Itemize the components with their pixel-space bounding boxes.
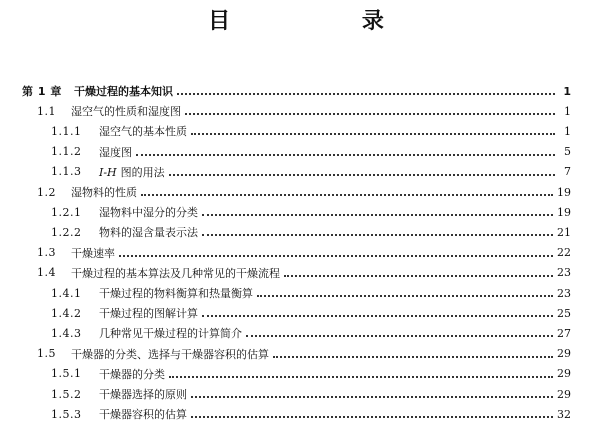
toc-dot-leader xyxy=(191,121,555,135)
toc-entry-title: 几种常见干燥过程的计算简介 xyxy=(99,327,242,341)
toc-entry-number: 1.5.2 xyxy=(51,387,82,401)
toc-entry-number: 1.1.2 xyxy=(51,145,82,159)
toc-dot-leader xyxy=(185,101,555,115)
toc-entry-title: 干燥过程的物料衡算和热量衡算 xyxy=(99,287,253,300)
toc-entry-title: 干燥过程的图解计算 xyxy=(99,307,198,321)
toc-entry-page: 1 xyxy=(564,124,571,138)
toc-dot-leader xyxy=(202,202,553,216)
toc-section-entry xyxy=(37,344,571,364)
toc-entry-title: 湿空气的性质和湿度图 xyxy=(71,105,181,119)
toc-entry-page: 1 xyxy=(564,104,571,118)
toc-entry-number: 第 1 章 xyxy=(22,85,62,98)
toc-dot-leader xyxy=(177,81,555,95)
toc-subsection-entry xyxy=(51,364,571,384)
toc-dot-leader xyxy=(284,263,553,277)
toc-entry-page: 21 xyxy=(557,225,571,239)
toc-entry-title-italic: I-H xyxy=(99,165,117,179)
toc-subsection-entry xyxy=(51,222,571,242)
toc-subsection-entry xyxy=(51,162,571,182)
toc-entry-page: 32 xyxy=(557,407,571,421)
toc-entry-page: 23 xyxy=(557,266,571,280)
page-title: 目 录 xyxy=(208,9,446,34)
toc-dot-leader xyxy=(169,162,555,176)
toc-entry-number: 1.1.1 xyxy=(51,124,82,138)
toc-entry-page: 19 xyxy=(557,185,571,199)
toc-entry-title: 物料的湿含量表示法 xyxy=(99,226,198,240)
toc-entry-page: 23 xyxy=(557,286,571,300)
toc-entry-title: 干燥速率 xyxy=(71,246,115,260)
toc-section-entry xyxy=(37,101,571,121)
toc-entry-number: 1.5.1 xyxy=(51,367,82,381)
toc-entry-number: 1.1.3 xyxy=(51,165,82,179)
toc-entry-number: 1.5.3 xyxy=(51,407,82,421)
toc-dot-leader xyxy=(136,142,555,156)
toc-subsection-entry xyxy=(51,121,571,141)
toc-entry-page: 7 xyxy=(564,165,571,179)
toc-entry-number: 1.3 xyxy=(37,246,56,260)
toc-entry-page: 25 xyxy=(557,306,571,320)
toc-section-entry xyxy=(37,263,571,283)
toc-section-entry xyxy=(37,243,571,263)
toc-subsection-entry xyxy=(51,303,571,323)
toc-entry-number: 1.1 xyxy=(37,104,56,118)
toc-entry-page: 1 xyxy=(563,84,571,98)
toc-entry-number: 1.2.1 xyxy=(51,205,82,219)
toc-entry-title: 干燥过程的基本知识 xyxy=(74,85,173,98)
toc-dot-leader xyxy=(202,222,553,236)
toc-entry-title-text: 图的用法 xyxy=(120,165,165,179)
toc-entry-title: 干燥器容积的估算 xyxy=(99,408,187,422)
toc-entry-page: 5 xyxy=(564,145,571,159)
toc-dot-leader xyxy=(191,384,553,398)
toc-entry-page: 29 xyxy=(557,387,571,401)
toc-entry-title: 湿空气的基本性质 xyxy=(99,125,187,139)
toc-entry-page: 29 xyxy=(557,347,571,361)
toc-entry-title: 干燥器的分类 xyxy=(99,367,165,381)
toc-subsection-entry xyxy=(51,323,571,343)
toc-entry-title: 干燥器的分类、选择与干燥器容积的估算 xyxy=(71,347,269,361)
toc-entry-page: 27 xyxy=(557,326,571,340)
toc-chapter-entry xyxy=(22,81,571,101)
toc-entry-number: 1.4.1 xyxy=(51,286,82,300)
toc-entry-number: 1.4.2 xyxy=(51,306,82,320)
toc-subsection-entry xyxy=(51,384,571,404)
toc-section-entry xyxy=(37,182,571,202)
toc-dot-leader xyxy=(257,283,553,297)
toc-entry-number: 1.4 xyxy=(37,266,56,280)
toc-entry-number: 1.5 xyxy=(37,347,56,361)
toc-entry-title: 湿物料的性质 xyxy=(71,186,137,199)
toc-entry-number: 1.2 xyxy=(37,185,56,199)
toc-entry-title: 干燥过程的基本算法及几种常见的干燥流程 xyxy=(71,266,280,280)
toc-entry-number: 1.4.3 xyxy=(51,326,82,340)
toc-dot-leader xyxy=(202,303,553,317)
toc-dot-leader xyxy=(246,323,553,337)
toc-entry-title: 湿度图 xyxy=(99,145,132,159)
toc-entry-page: 22 xyxy=(557,246,571,260)
toc-entry-title: 干燥器选择的原则 xyxy=(99,388,187,401)
toc-dot-leader xyxy=(273,344,553,358)
toc-subsection-entry xyxy=(51,404,571,424)
toc-entry-number: 1.2.2 xyxy=(51,225,82,239)
toc-dot-leader xyxy=(141,182,553,196)
toc-entry-title xyxy=(99,164,165,180)
toc-entry-page: 19 xyxy=(557,205,571,219)
toc-subsection-entry xyxy=(51,202,571,222)
toc-entry-title: 湿物料中湿分的分类 xyxy=(99,206,198,220)
toc-dot-leader xyxy=(169,364,553,378)
toc-subsection-entry xyxy=(51,142,571,162)
toc-dot-leader xyxy=(191,404,553,418)
toc-entry-page: 29 xyxy=(557,367,571,381)
toc-subsection-entry xyxy=(51,283,571,303)
toc-dot-leader xyxy=(119,243,553,257)
